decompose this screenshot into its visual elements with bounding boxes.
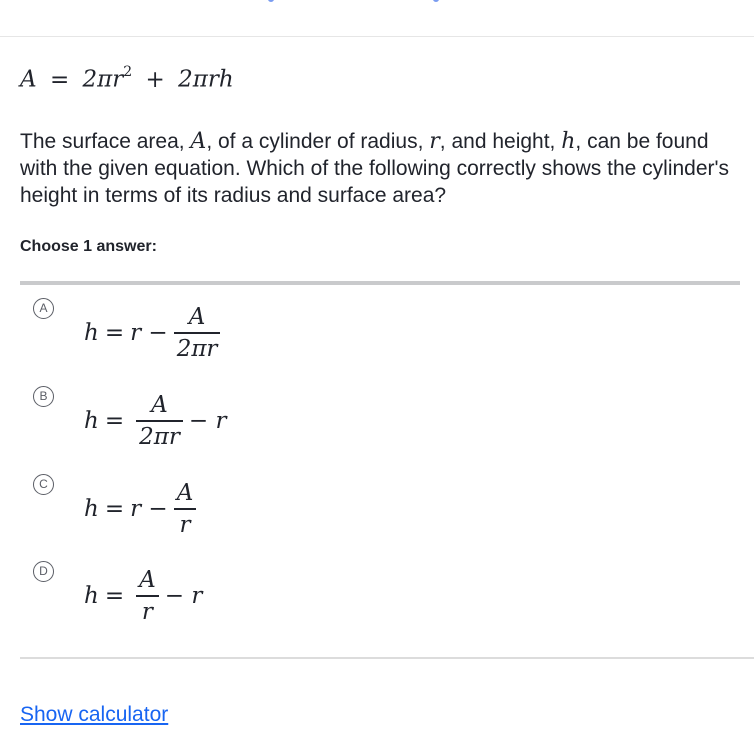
surface-area-equation: [20, 66, 234, 93]
choice-letter-badge: A: [33, 298, 54, 319]
choice-expression: h = r − $\frac{A}{2\pi r}$: [84, 298, 226, 368]
fraction: $\frac{A}{2\pi r}$: [174, 302, 221, 364]
show-calculator-link[interactable]: Show calculator: [20, 703, 169, 726]
scroll-indicator-dot: [433, 0, 439, 2]
choice-letter-badge: D: [33, 561, 54, 582]
eq-lhs: A: [20, 66, 37, 93]
eq-plus: +: [145, 66, 165, 93]
eq-term1-var: r: [112, 66, 124, 93]
eq-term2: 2πrh: [178, 66, 234, 93]
choice-expression: h = r − $\frac{A}{r}$: [84, 474, 202, 544]
choice-letter-badge: C: [33, 474, 54, 495]
choices-bottom-divider: [20, 657, 754, 659]
fraction: $\frac{A}{2\pi r}$: [136, 390, 183, 452]
var-a: A: [190, 129, 207, 154]
choose-label: Choose 1 answer:: [20, 238, 157, 255]
choice-expression: h = $\frac{A}{2\pi r}$ − r: [84, 392, 227, 450]
answer-choice-d[interactable]: [30, 561, 730, 631]
answer-choice-c[interactable]: [30, 474, 730, 544]
answer-choice-b[interactable]: [30, 386, 730, 456]
question-text: The surface area, A, of a cylinder of radius, r, and height, h, can be found with the given equation. Which of the following correctly shows the cylinder's height in terms of its radius and surface area?: [20, 129, 730, 207]
eq-term1-coef: 2π: [82, 66, 113, 93]
fraction: $\frac{A}{r}$: [136, 565, 159, 627]
eq-equals: =: [49, 66, 70, 93]
answer-choice-a[interactable]: [30, 298, 730, 368]
fraction: $\frac{A}{r}$: [174, 478, 197, 540]
var-r: r: [429, 129, 440, 154]
scroll-indicator-dot: [268, 0, 274, 2]
header-divider: [0, 36, 754, 37]
var-h: h: [561, 129, 576, 154]
choice-letter-badge: B: [33, 386, 54, 407]
choices-top-divider: [20, 281, 740, 285]
eq-term1-exp: 2: [123, 64, 133, 80]
choice-expression: h = $\frac{A}{r}$ − r: [84, 567, 203, 625]
